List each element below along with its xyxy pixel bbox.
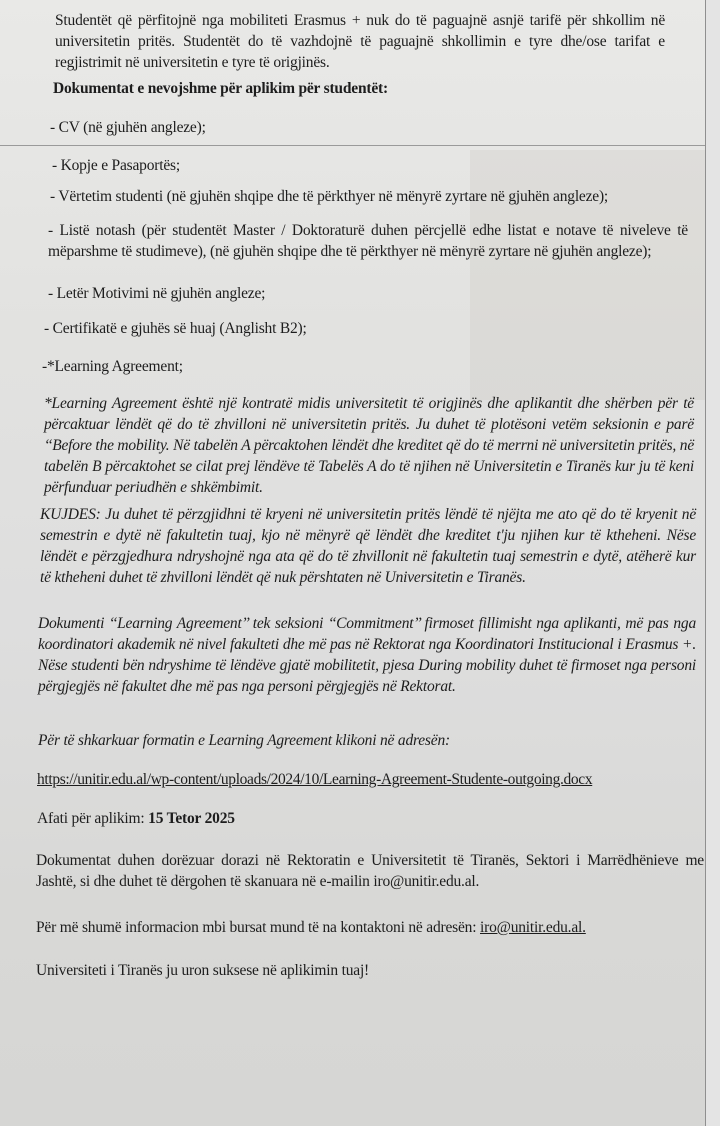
document-item-student-certificate: - Vërtetim studenti (në gjuhën shqipe dhe të përkthyer në mënyrë zyrtare në gjuhën angleze); — [50, 188, 609, 205]
document-item-language-certificate: - Certifikatë e gjuhës së huaj (Anglisht B2); — [44, 320, 307, 337]
document-item-motivation-letter: - Letër Motivimi në gjuhën angleze; — [48, 285, 266, 302]
document-item-passport: - Kopje e Pasaportës; — [52, 157, 180, 174]
learning-agreement-note: *Learning Agreement është një kontratë midis universitetit të origjinës dhe aplikantit dhe shërben për të përcaktuar lëndët që do të zhvilloni në universitetin pritës. Ju duhet të plotësoni vetëm seksionin e parë ‘‘Before the mobility. Në tabelën A përcaktohen lëndët dhe kreditet që do të merrni në universitetin pritës, në tabelën B përcaktohet se cilat prej lëndëve të Tabelës A do të njihen në Universitetin e Tiranës kur ju të keni përfunduar periudhën e shkëmbimit. — [44, 395, 695, 496]
documents-heading: Dokumentat e nevojshme për aplikim për studentët: — [53, 80, 388, 97]
intro-paragraph: Studentët që përfitojnë nga mobiliteti Erasmus + nuk do të paguajnë asnjë tarifë për shkollim në universitetin pritës. Studentët do të vazhdojnë të paguajnë shkollimin e tyre dhe/ose tarifat e regjistrimit në universitetin e tyre të origjinës. — [55, 12, 665, 71]
learning-agreement-download-link[interactable]: https://unitir.edu.al/wp-content/uploads/2024/10/Learning-Agreement-Studente-outgoing.docx — [37, 771, 593, 788]
closing-line: Universiteti i Tiranës ju uron suksese në aplikimin tuaj! — [36, 962, 370, 979]
signature-note: Dokumenti ‘‘Learning Agreement’’ tek seksioni ‘‘Commitment’’ firmoset fillimisht nga aplikanti, më pas nga koordinatori akademik në nivel fakulteti dhe më pas në Rektorat nga Koordinatori Institucional i Erasmus +. Nëse studenti bën ndryshime të lëndëve gjatë mobilitetit, pjesa During mobility duhet të firmoset nga personi përgjegjës në fakultet dhe më pas nga personi përgjegjës në Rektorat. — [38, 615, 696, 695]
paper-edge — [705, 0, 706, 1126]
contact-email-link[interactable]: iro@unitir.edu.al. — [480, 919, 586, 936]
caution-note: KUJDES: Ju duhet të përzgjidhni të kryeni në universitetin pritës lëndë të njëjta me ato që do të kryenit në semestrin e dytë në fakultetin tuaj, kjo në mënyrë që lëndët dhe kreditet t'ju njihen kur të ktheheni. Nëse lëndët e përzgjedhura ndryshojnë nga ata që do të zhvillonit në fakultetin tuaj semestrin e dytë, atëherë kur të ktheheni duhet të zhvilloni lëndët që nuk përshtaten në Universitetin e Tiranës. — [40, 506, 696, 586]
deadline-label: Afati për aplikim: — [37, 810, 149, 827]
background-surface — [706, 0, 720, 1126]
document-item-learning-agreement: -*Learning Agreement; — [42, 358, 183, 375]
submission-note: Dokumentat duhen dorëzuar dorazi në Rektoratin e Universitetit të Tiranës, Sektori i Marrëdhënieve me Jashtë, si dhe duhet të dërgohen të skanuara në e-mailin iro@unitir.edu.al. — [36, 852, 704, 890]
deadline-value: 15 Tetor 2025 — [148, 810, 235, 827]
document-item-transcript: - Listë notash (për studentët Master / Doktoraturë duhen përcjellë edhe listat e notave të niveleve të mëparshme të studimeve), (në gjuhën shqipe dhe të përkthyer në mënyrë zyrtare në gjuhën angleze); — [48, 222, 688, 260]
download-prompt: Për të shkarkuar formatin e Learning Agreement klikoni në adresën: — [38, 732, 450, 749]
deadline-line — [37, 808, 637, 829]
contact-text: Për më shumë informacion mbi bursat mund të na kontaktoni në adresën: — [36, 919, 480, 936]
paper-fold-line — [0, 145, 705, 146]
document-item-cv: - CV (në gjuhën angleze); — [50, 119, 206, 136]
contact-line — [36, 917, 704, 938]
